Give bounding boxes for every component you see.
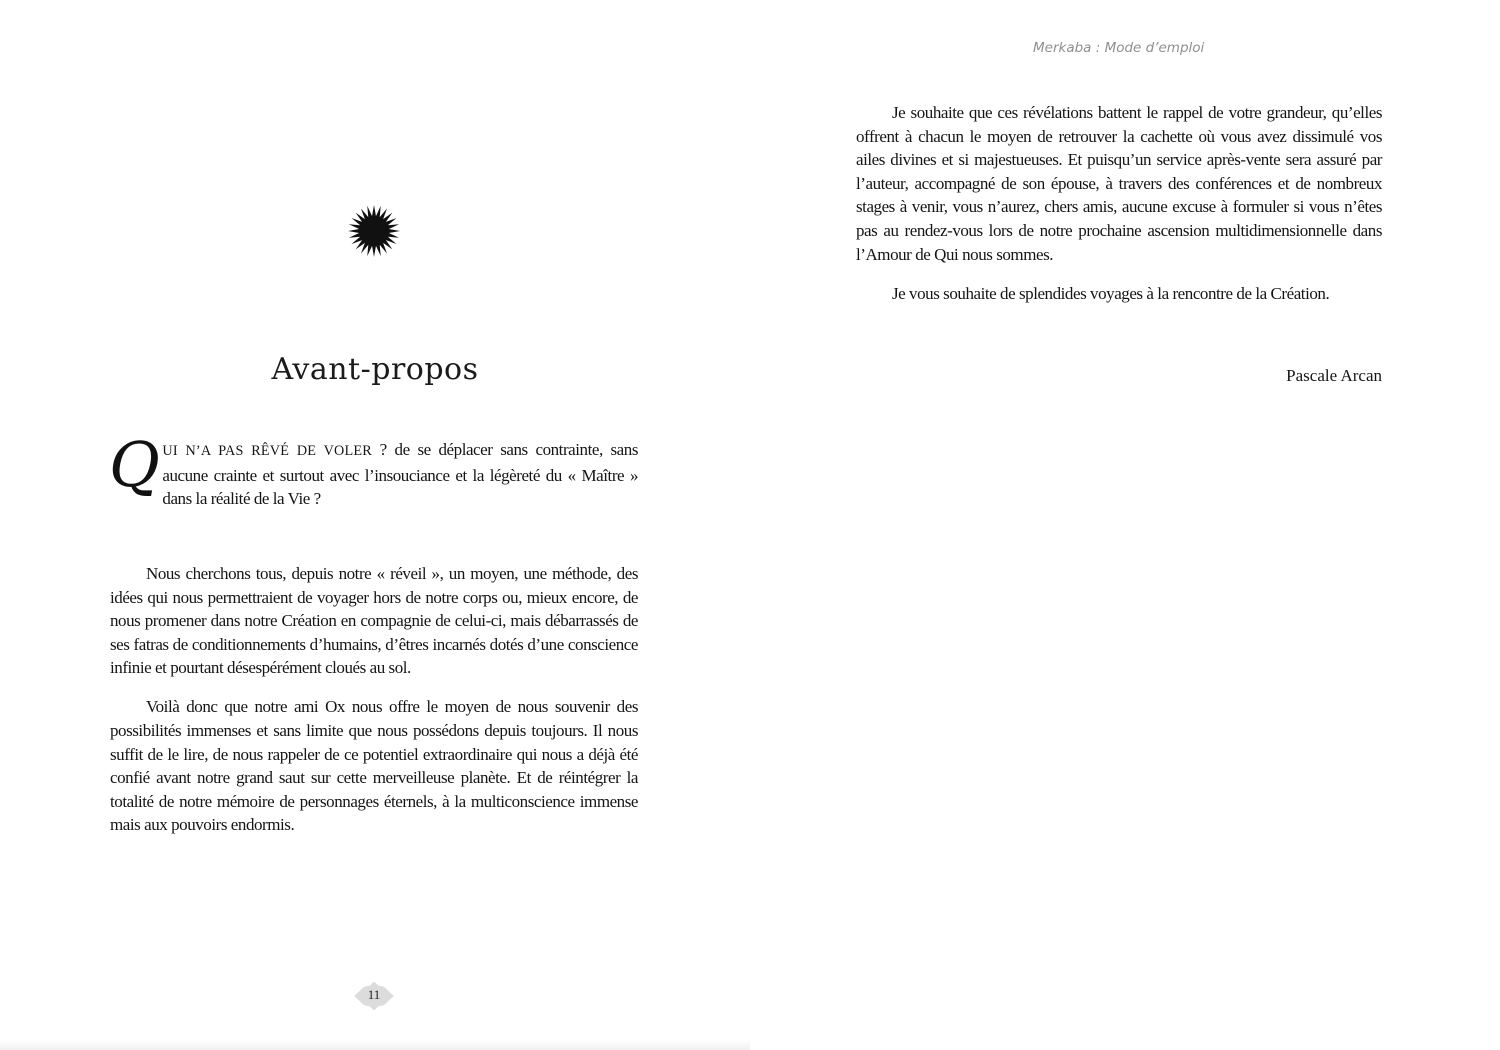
author-signature: Pascale Arcan: [1286, 366, 1382, 385]
paragraph: Je vous souhaite de splendides voyages à la rencontre de la Création.: [892, 283, 1330, 303]
paragraph: Nous cherchons tous, depuis notre « réveil », un moyen, une méthode, des idées qui nous permettraient de voyager hors de notre corps ou, mieux encore, de nous promener dans notre Création en compagnie de celui-ci, mais débarrassés de ses fatras de conditionnements d’humains, d’êtres incarnés dotés d’une conscience infinie et pourtant désespérément cloués au sol.: [110, 564, 638, 678]
page-edge-shadow: [0, 1040, 750, 1050]
drop-cap: Q: [109, 428, 160, 501]
right-body-text: [856, 101, 1382, 305]
chapter-title: Avant-propos: [271, 352, 479, 387]
left-body-text: [110, 562, 638, 837]
running-header: Merkaba : Mode d’emploi: [1033, 40, 1205, 56]
intro-paragraph: [109, 428, 638, 511]
page-number-badge: [350, 980, 398, 1012]
paragraph: Voilà donc que notre ami Ox nous offre le moyen de nous souvenir des possibilités immenses et sans limite que nous possédons depuis toujours. Il nous suffit de le lire, de nous rappeler de ce potentiel extraordinaire qui nous a déjà été confié avant notre grand saut sur cette merveilleuse planète. Et de réintégrer la totalité de notre mémoire de personnages éternels, à la multiconscience immense mais aux pouvoirs endormis.: [110, 697, 638, 835]
paragraph: Je souhaite que ces révélations battent le rappel de votre grandeur, qu’elles offrent à chacun le moyen de retrouver la cachette où vous avez dissimulé vos ailes divines et si majestueuses. Et puisqu’un service après-vente sera assuré par l’auteur, accompagné de son épouse, à travers des conférences et de nombreux stages à venir, vous n’aurez, chers amis, aucune excuse à formuler si vous n’êtes pas au rendez-vous lors de notre prochaine ascension multidimensionnelle dans l’Amour de Qui nous sommes.: [856, 103, 1382, 264]
page-number: 11: [367, 987, 381, 1002]
intro-smallcaps: UI N’A PAS RÊVÉ DE VOLER: [162, 443, 372, 459]
intro-text: ? de se déplacer sans contrainte, sans aucune crainte et surtout avec l’insouciance et la légèreté du « Maître » dans la réalité de la Vie ?: [162, 440, 638, 509]
right-page: [750, 0, 1500, 1050]
sun-burst-icon: [347, 204, 401, 258]
